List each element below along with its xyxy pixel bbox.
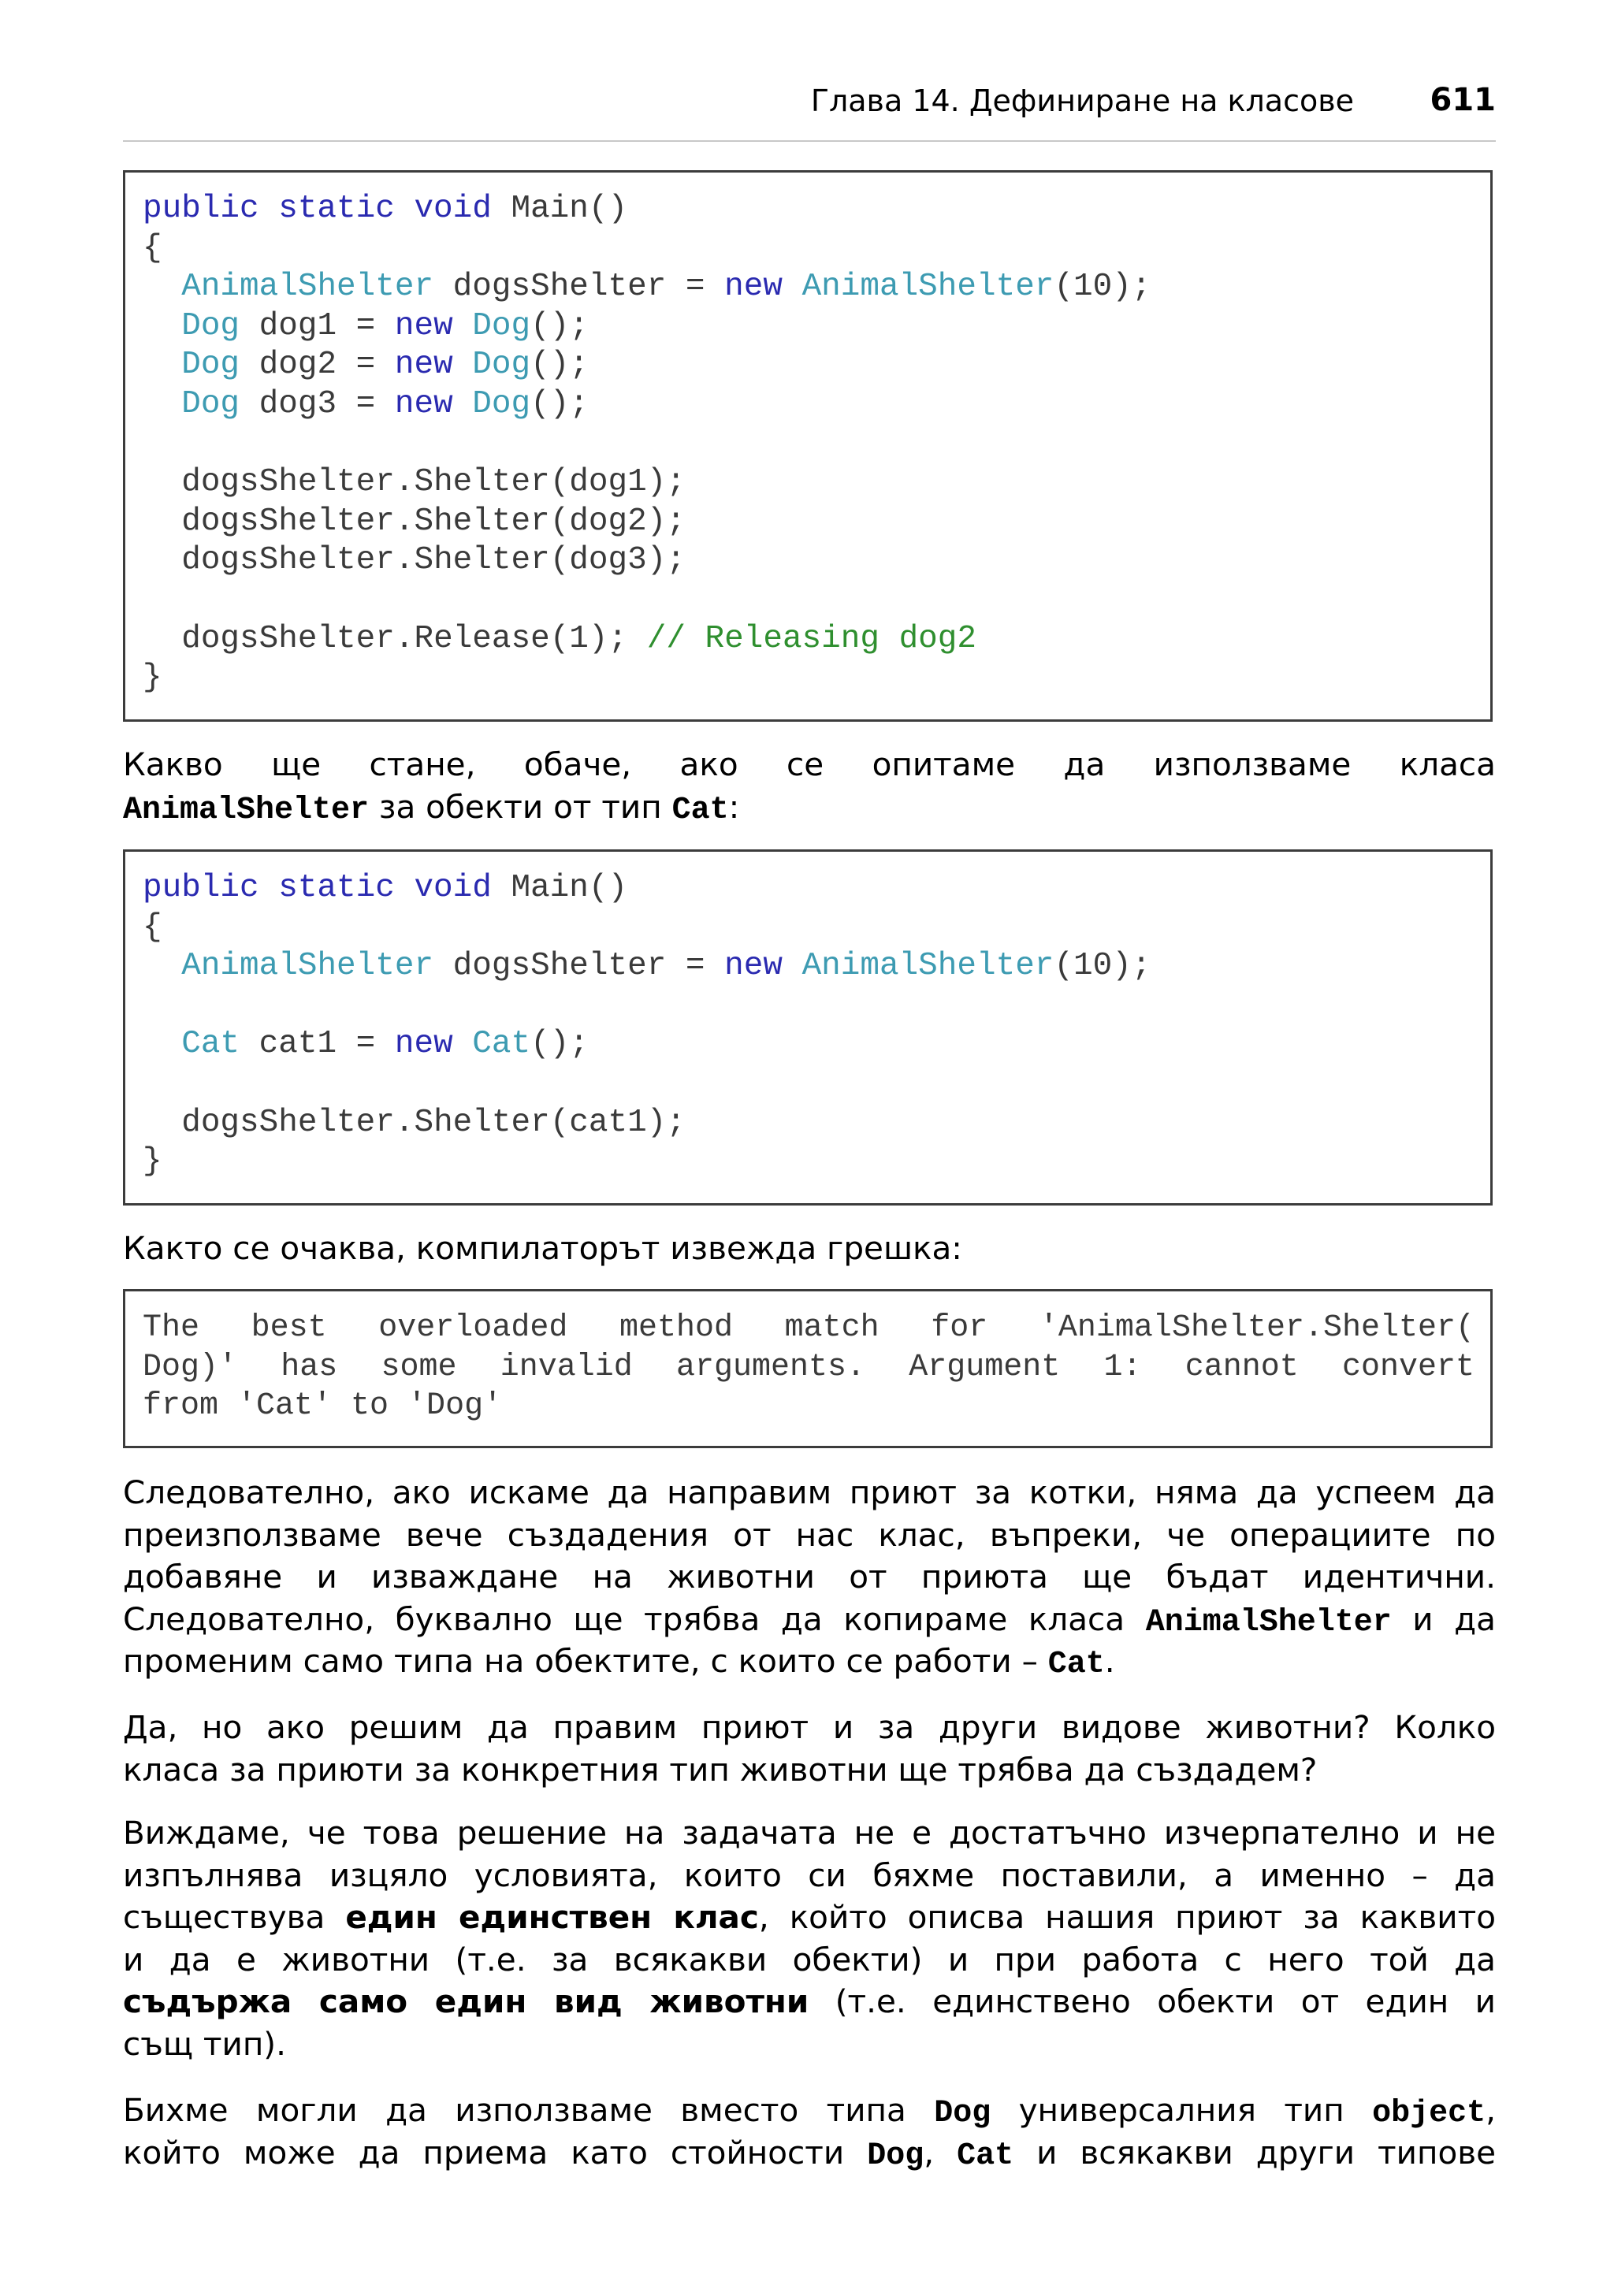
paragraph-reuse-problem: Следователно, ако искаме да направим приют за котки, няма да успеем да преизползваме вече създадения от нас клас, въпреки, че операциите по добавяне и изваждане на животни от приюта ще бъдат идентични. Следователно, буквално ще трябва да копираме класа AnimalShelter и да променим само типа на обектите, с които се работи – Cat. [123, 1473, 1496, 1682]
code-line: dogsShelter.Shelter(dog3); [181, 542, 686, 579]
code-line: public static void Main() [143, 191, 628, 227]
code-line-blank [143, 581, 1475, 620]
paragraph-compiler-error: Както се очаква, компилаторът извежда грешка: [123, 1229, 962, 1267]
error-line: The best overloaded method match for 'AnimalShelter.Shelter( [143, 1310, 1475, 1346]
code-line: Cat cat1 = new Cat(); [181, 1026, 589, 1063]
code-line: dogsShelter.Shelter(dog2); [181, 503, 686, 540]
code-line: dogsShelter.Release(1); // Releasing dog2 [181, 620, 976, 657]
code-block-main-cats [123, 849, 1493, 1206]
code-line: Dog dog3 = new Dog(); [181, 385, 589, 422]
inline-code: Cat [671, 792, 729, 828]
page-header [123, 77, 1496, 142]
error-line: from 'Cat' to 'Dog' [143, 1388, 503, 1425]
code-line: Dog dog1 = new Dog(); [181, 307, 589, 344]
code-line: Dog dog2 = new Dog(); [181, 347, 589, 384]
code-line: } [143, 1143, 162, 1180]
code-line-blank [143, 986, 1475, 1026]
paragraph-conclusion: Виждаме, че това решение на задачата не е достатъчно изчерпателно и не изпълнява изцяло условията, които си бяхме поставили, а именно – да съществува един единствен клас, който описва нашия приют за каквито и да е животни (т.е. за всякакви обекти) и при работа с него той да съдържа само един вид животни (т.е. единствено обекти от един и същ тип). [123, 1814, 1496, 2063]
inline-code: AnimalShelter [123, 792, 370, 828]
inline-code: Dog [867, 2138, 924, 2174]
code-line-blank [143, 425, 1475, 464]
inline-code: object [1372, 2096, 1486, 2131]
error-line: Dog)' has some invalid arguments. Argument 1: cannot convert [143, 1349, 1475, 1385]
compiler-error-box [123, 1289, 1493, 1448]
code-line: public static void Main() [143, 870, 628, 906]
chapter-title: Глава 14. Дефиниране на класове [810, 84, 1354, 118]
code-line: AnimalShelter dogsShelter = new AnimalShelter(10); [181, 948, 1151, 985]
inline-code: Dog [934, 2096, 991, 2131]
code-block-main-dogs [123, 170, 1493, 722]
bold-phrase: съдържа само един вид животни [123, 1982, 809, 2020]
paragraph-intro-cat: Какво ще стане, обаче, ако се опитаме да използваме класа AnimalShelter за обекти от тип Cat: [123, 745, 1496, 828]
code-comment: // Releasing dog2 [646, 620, 976, 657]
inline-code: Cat [957, 2138, 1014, 2174]
code-line: dogsShelter.Shelter(dog1); [181, 464, 686, 501]
page-number: 611 [1430, 82, 1496, 118]
code-line: dogsShelter.Shelter(cat1); [181, 1104, 686, 1141]
bold-phrase: един единствен клас [345, 1898, 759, 1936]
code-line: { [143, 229, 162, 266]
code-line-blank [143, 1064, 1475, 1104]
code-line: AnimalShelter dogsShelter = new AnimalShelter(10); [181, 269, 1151, 306]
paragraph-object-type: Бихме могли да използваме вместо типа Dog универсалния тип object, който може да приема като стойности Dog, Cat и всякакви други типове [123, 2091, 1497, 2174]
code-line: { [143, 908, 162, 946]
inline-code: Cat [1047, 1647, 1105, 1682]
inline-code: AnimalShelter [1145, 1604, 1392, 1640]
code-line: } [143, 659, 162, 697]
paragraph-question: Да, но ако решим да правим приют и за други видове животни? Колко класа за приюти за конкретния тип животни ще трябва да създадем? [123, 1708, 1496, 1789]
